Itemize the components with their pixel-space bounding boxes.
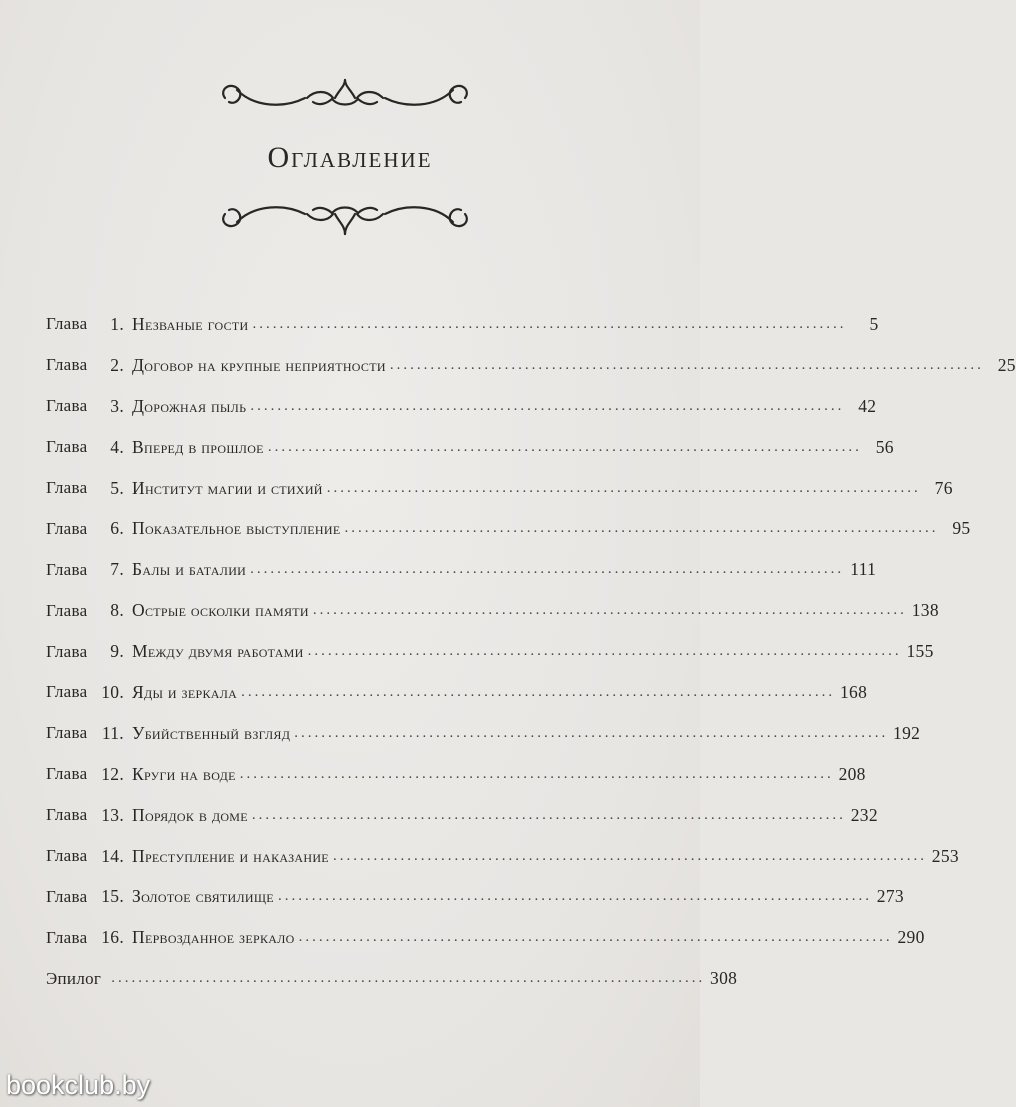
chapter-label: Глава bbox=[46, 723, 88, 743]
dot-leader: ........................................................................................ bbox=[312, 602, 907, 619]
page-number: 111 bbox=[850, 559, 877, 580]
page-number: 95 bbox=[952, 518, 971, 539]
toc-row-9 bbox=[46, 631, 934, 672]
dot-leader: ........................................................................................ bbox=[250, 561, 845, 578]
chapter-number: 11. bbox=[101, 722, 124, 743]
chapter-title: Острые осколки памяти bbox=[132, 600, 309, 621]
toc-row-2 bbox=[46, 345, 1016, 386]
toc-row-6 bbox=[46, 508, 971, 549]
dot-leader: ........................................................................................ bbox=[267, 438, 862, 455]
chapter-label: Глава bbox=[46, 396, 88, 416]
toc-row-3 bbox=[46, 386, 877, 427]
chapter-number: 4. bbox=[110, 436, 124, 457]
flourish-top-icon bbox=[215, 76, 475, 126]
chapter-label: Глава bbox=[46, 927, 88, 947]
page-title: Оглавление bbox=[267, 141, 433, 174]
chapter-number: 7. bbox=[110, 559, 124, 580]
chapter-label: Глава bbox=[46, 846, 88, 866]
chapter-label: Глава bbox=[46, 518, 88, 538]
page-number: 5 bbox=[869, 313, 879, 334]
chapter-title: Вперед в прошлое bbox=[132, 436, 264, 457]
chapter-number: 12. bbox=[101, 763, 124, 784]
chapter-title: Дорожная пыль bbox=[132, 395, 247, 416]
dot-leader: ........................................................................................ bbox=[251, 806, 846, 823]
toc-row-epilogue bbox=[46, 958, 738, 999]
dot-leader: ........................................................................................ bbox=[241, 683, 836, 700]
page-number: 155 bbox=[906, 641, 934, 662]
chapter-title: Порядок в доме bbox=[132, 804, 248, 825]
chapter-number: 10. bbox=[101, 681, 124, 702]
chapter-title: Яды и зеркала bbox=[132, 681, 238, 702]
page-number: 232 bbox=[850, 804, 878, 825]
page-number: 208 bbox=[838, 763, 866, 784]
page-number: 290 bbox=[897, 927, 925, 948]
chapter-title: Первозданное зеркало bbox=[132, 927, 295, 948]
chapter-label: Глава bbox=[46, 437, 88, 457]
dot-leader: ........................................................................................ bbox=[389, 356, 984, 373]
chapter-label: Глава bbox=[46, 641, 88, 661]
toc-row-8 bbox=[46, 590, 939, 631]
chapter-number: 14. bbox=[101, 845, 124, 866]
dot-leader: ........................................................................................ bbox=[250, 397, 845, 414]
site-watermark: bookclub.by bbox=[6, 1070, 151, 1100]
dot-leader: ........................................................................................ bbox=[298, 929, 893, 946]
dot-leader: ........................................................................................ bbox=[277, 888, 872, 905]
toc-row-10 bbox=[46, 672, 868, 713]
chapter-number: 1. bbox=[110, 313, 124, 334]
toc-row-7 bbox=[46, 549, 877, 590]
epilogue-label: Эпилог bbox=[46, 968, 102, 988]
chapter-label: Глава bbox=[46, 764, 88, 784]
chapter-number: 6. bbox=[110, 518, 124, 539]
chapter-number: 5. bbox=[110, 477, 124, 498]
chapter-title: Балы и баталии bbox=[132, 559, 247, 580]
chapter-title: Круги на воде bbox=[132, 763, 236, 784]
chapter-title: Золотое святилище bbox=[132, 886, 274, 907]
dot-leader: ........................................................................................ bbox=[111, 970, 706, 987]
toc-row-5 bbox=[46, 468, 953, 509]
page-number: 308 bbox=[710, 968, 738, 989]
chapter-title: Между двумя работами bbox=[132, 641, 304, 662]
dot-leader: ........................................................................................ bbox=[332, 847, 927, 864]
chapter-label: Глава bbox=[46, 559, 88, 579]
chapter-label: Глава bbox=[46, 314, 88, 334]
table-of-contents bbox=[46, 304, 1016, 999]
chapter-number: 8. bbox=[110, 600, 124, 621]
page-number: 42 bbox=[858, 395, 877, 416]
toc-row-11 bbox=[46, 713, 921, 754]
page-number: 138 bbox=[911, 600, 939, 621]
chapter-title: Показательное выступление bbox=[132, 518, 341, 539]
toc-row-4 bbox=[46, 427, 894, 468]
flourish-bottom-icon bbox=[215, 190, 475, 240]
page-number: 168 bbox=[839, 681, 868, 702]
chapter-label: Глава bbox=[46, 682, 88, 702]
chapter-label: Глава bbox=[46, 805, 88, 825]
chapter-number: 13. bbox=[101, 804, 124, 825]
toc-row-15 bbox=[46, 876, 904, 917]
page-number: 76 bbox=[934, 477, 953, 498]
page-number: 273 bbox=[876, 886, 904, 907]
chapter-title: Убийственный взгляд bbox=[132, 722, 291, 743]
page-number: 253 bbox=[931, 845, 959, 866]
page-number: 25 bbox=[997, 354, 1016, 375]
chapter-label: Глава bbox=[46, 478, 88, 497]
dot-leader: ........................................................................................ bbox=[252, 315, 847, 332]
page-number: 192 bbox=[893, 722, 921, 743]
dot-leader: ........................................................................................ bbox=[307, 643, 902, 660]
dot-leader: ........................................................................................ bbox=[239, 765, 834, 782]
chapter-number: 16. bbox=[101, 927, 124, 948]
chapter-title: Институт магии и стихий bbox=[132, 477, 323, 498]
chapter-label: Глава bbox=[46, 355, 88, 375]
toc-row-16 bbox=[46, 917, 925, 958]
toc-row-1 bbox=[46, 304, 879, 345]
dot-leader: ........................................................................................ bbox=[326, 479, 921, 496]
chapter-title: Договор на крупные неприятности bbox=[132, 354, 386, 375]
chapter-label: Глава bbox=[46, 600, 88, 620]
bottom-flourish-ornament bbox=[215, 190, 475, 240]
chapter-number: 2. bbox=[110, 354, 124, 375]
chapter-label: Глава bbox=[46, 886, 88, 906]
page-number: 56 bbox=[875, 436, 894, 457]
top-flourish-ornament bbox=[215, 76, 475, 126]
chapter-title: Незваные гости bbox=[132, 313, 249, 334]
chapter-number: 15. bbox=[101, 886, 124, 907]
toc-row-14 bbox=[46, 836, 959, 877]
chapter-number: 3. bbox=[110, 395, 124, 416]
toc-row-13 bbox=[46, 795, 878, 836]
chapter-title: Преступление и наказание bbox=[132, 845, 329, 866]
dot-leader: ........................................................................................ bbox=[344, 520, 939, 537]
toc-row-12 bbox=[46, 754, 866, 795]
chapter-number: 9. bbox=[110, 641, 124, 662]
dot-leader: ........................................................................................ bbox=[294, 724, 889, 741]
